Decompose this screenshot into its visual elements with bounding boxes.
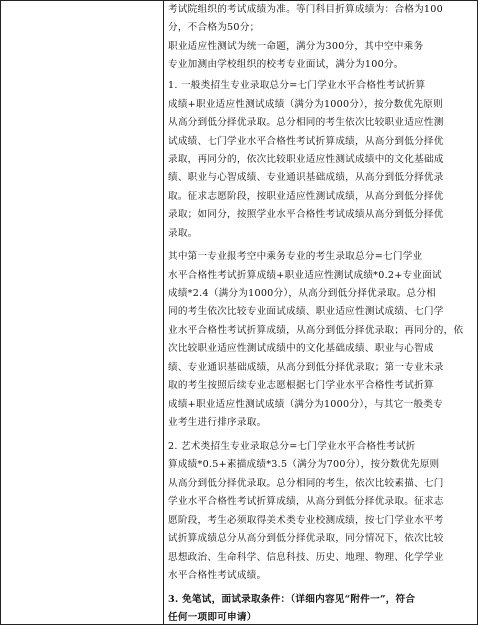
text-line: 从高分到低分择优录取。总分相同的考生，依次比较素描、七门 xyxy=(168,478,444,489)
text-line: 成绩*2.4（满分为1000分），从高分到低分择优录取。总分相 xyxy=(168,288,437,299)
text-line: 业考生进行排序录取。 xyxy=(168,417,267,428)
text-line: 录取。 xyxy=(168,228,198,239)
table-top-border xyxy=(0,0,478,1)
text-line: 次比较职业适应性测试成绩中的文化基础成绩、职业与心智成 xyxy=(168,343,434,354)
text-line: 专业加测由学校组织的校考专业面试，满分为100分。 xyxy=(168,59,404,70)
text-line: 绩、职业与心智成绩、专业通识基础成绩，从高分到低分择优录 xyxy=(168,172,444,183)
text-line: 业水平合格性考试折算成绩，从高分到低分择优录取；再同分的，依 xyxy=(168,325,464,336)
text-line: 成绩+职业适应性测试成绩（满分为1000分），按分数优先原则 xyxy=(168,99,443,110)
text-line: 水平合格性考试成绩。 xyxy=(168,570,267,581)
text-line: 试折算成绩总分从高分到低分择优录取，同分情况下，依次比较 xyxy=(168,533,444,544)
text-line: 算成绩*0.5+素描成绩*3.5（满分为700分），按分数优先原则 xyxy=(168,459,440,470)
text-line: 其中第一专业报考空中乘务专业的考生录取总分=七门学业 xyxy=(168,251,423,262)
text-line: 绩、专业通识基础成绩，从高分到低分择优录取；第一专业未录 xyxy=(168,362,444,373)
text-line: 任何一项即可申请） xyxy=(168,612,257,623)
text-line: 2. 艺术类招生专业录取总分=七门学业水平合格性考试折 xyxy=(168,441,416,452)
table-column-divider xyxy=(163,0,164,625)
text-line: 水平合格性考试折算成绩+职业适应性测试成绩*0.2+专业面试 xyxy=(168,270,442,281)
text-line: 学业水平合格性考试折算成绩，从高分到低分择优录取。征求志 xyxy=(168,496,444,507)
text-line: 1. 一般类招生专业录取总分=七门学业水平合格性考试折算 xyxy=(168,80,426,91)
text-line: 分，不合格为50分； xyxy=(168,22,260,33)
text-line: 取的考生按照后续专业志愿根据七门学业水平合格性考试折算 xyxy=(168,380,434,391)
text-line: 录取，再同分的，依次比较职业适应性测试成绩中的文化基础成 xyxy=(168,154,444,165)
text-line: 思想政治、生命科学、信息科技、历史、地理、物理、化学学业 xyxy=(168,552,444,563)
text-line: 职业适应性测试为统一命题，满分为300分，其中空中乘务 xyxy=(168,41,424,52)
text-line: 取。征求志愿阶段，按职业适应性测试成绩，从高分到低分择优 xyxy=(168,191,444,202)
text-line: 成绩+职业适应性测试成绩（满分为1000分），与其它一般类专 xyxy=(168,399,443,410)
text-line: 3. 免笔试，面试录取条件：（详细内容见“附件一”，符合 xyxy=(168,594,416,605)
text-line: 考试院组织的考试成绩为准。等门科目折算成绩为：合格为100 xyxy=(168,4,443,15)
text-line: 试成绩、七门学业水平合格性考试折算成绩，从高分到低分择优 xyxy=(168,136,444,147)
text-line: 从高分到低分择优录取。总分相同的考生依次比较职业适应性测 xyxy=(168,117,444,128)
text-line: 录取；如同分，按照学业水平合格性考试成绩从高分到低分择优 xyxy=(168,209,444,220)
text-line: 同的考生依次比较专业面试成绩、职业适应性测试成绩、七门学 xyxy=(168,306,444,317)
text-line: 愿阶段，考生必须取得美术类专业校测成绩，按七门学业水平考 xyxy=(168,515,444,526)
table-left-border xyxy=(0,0,1,625)
